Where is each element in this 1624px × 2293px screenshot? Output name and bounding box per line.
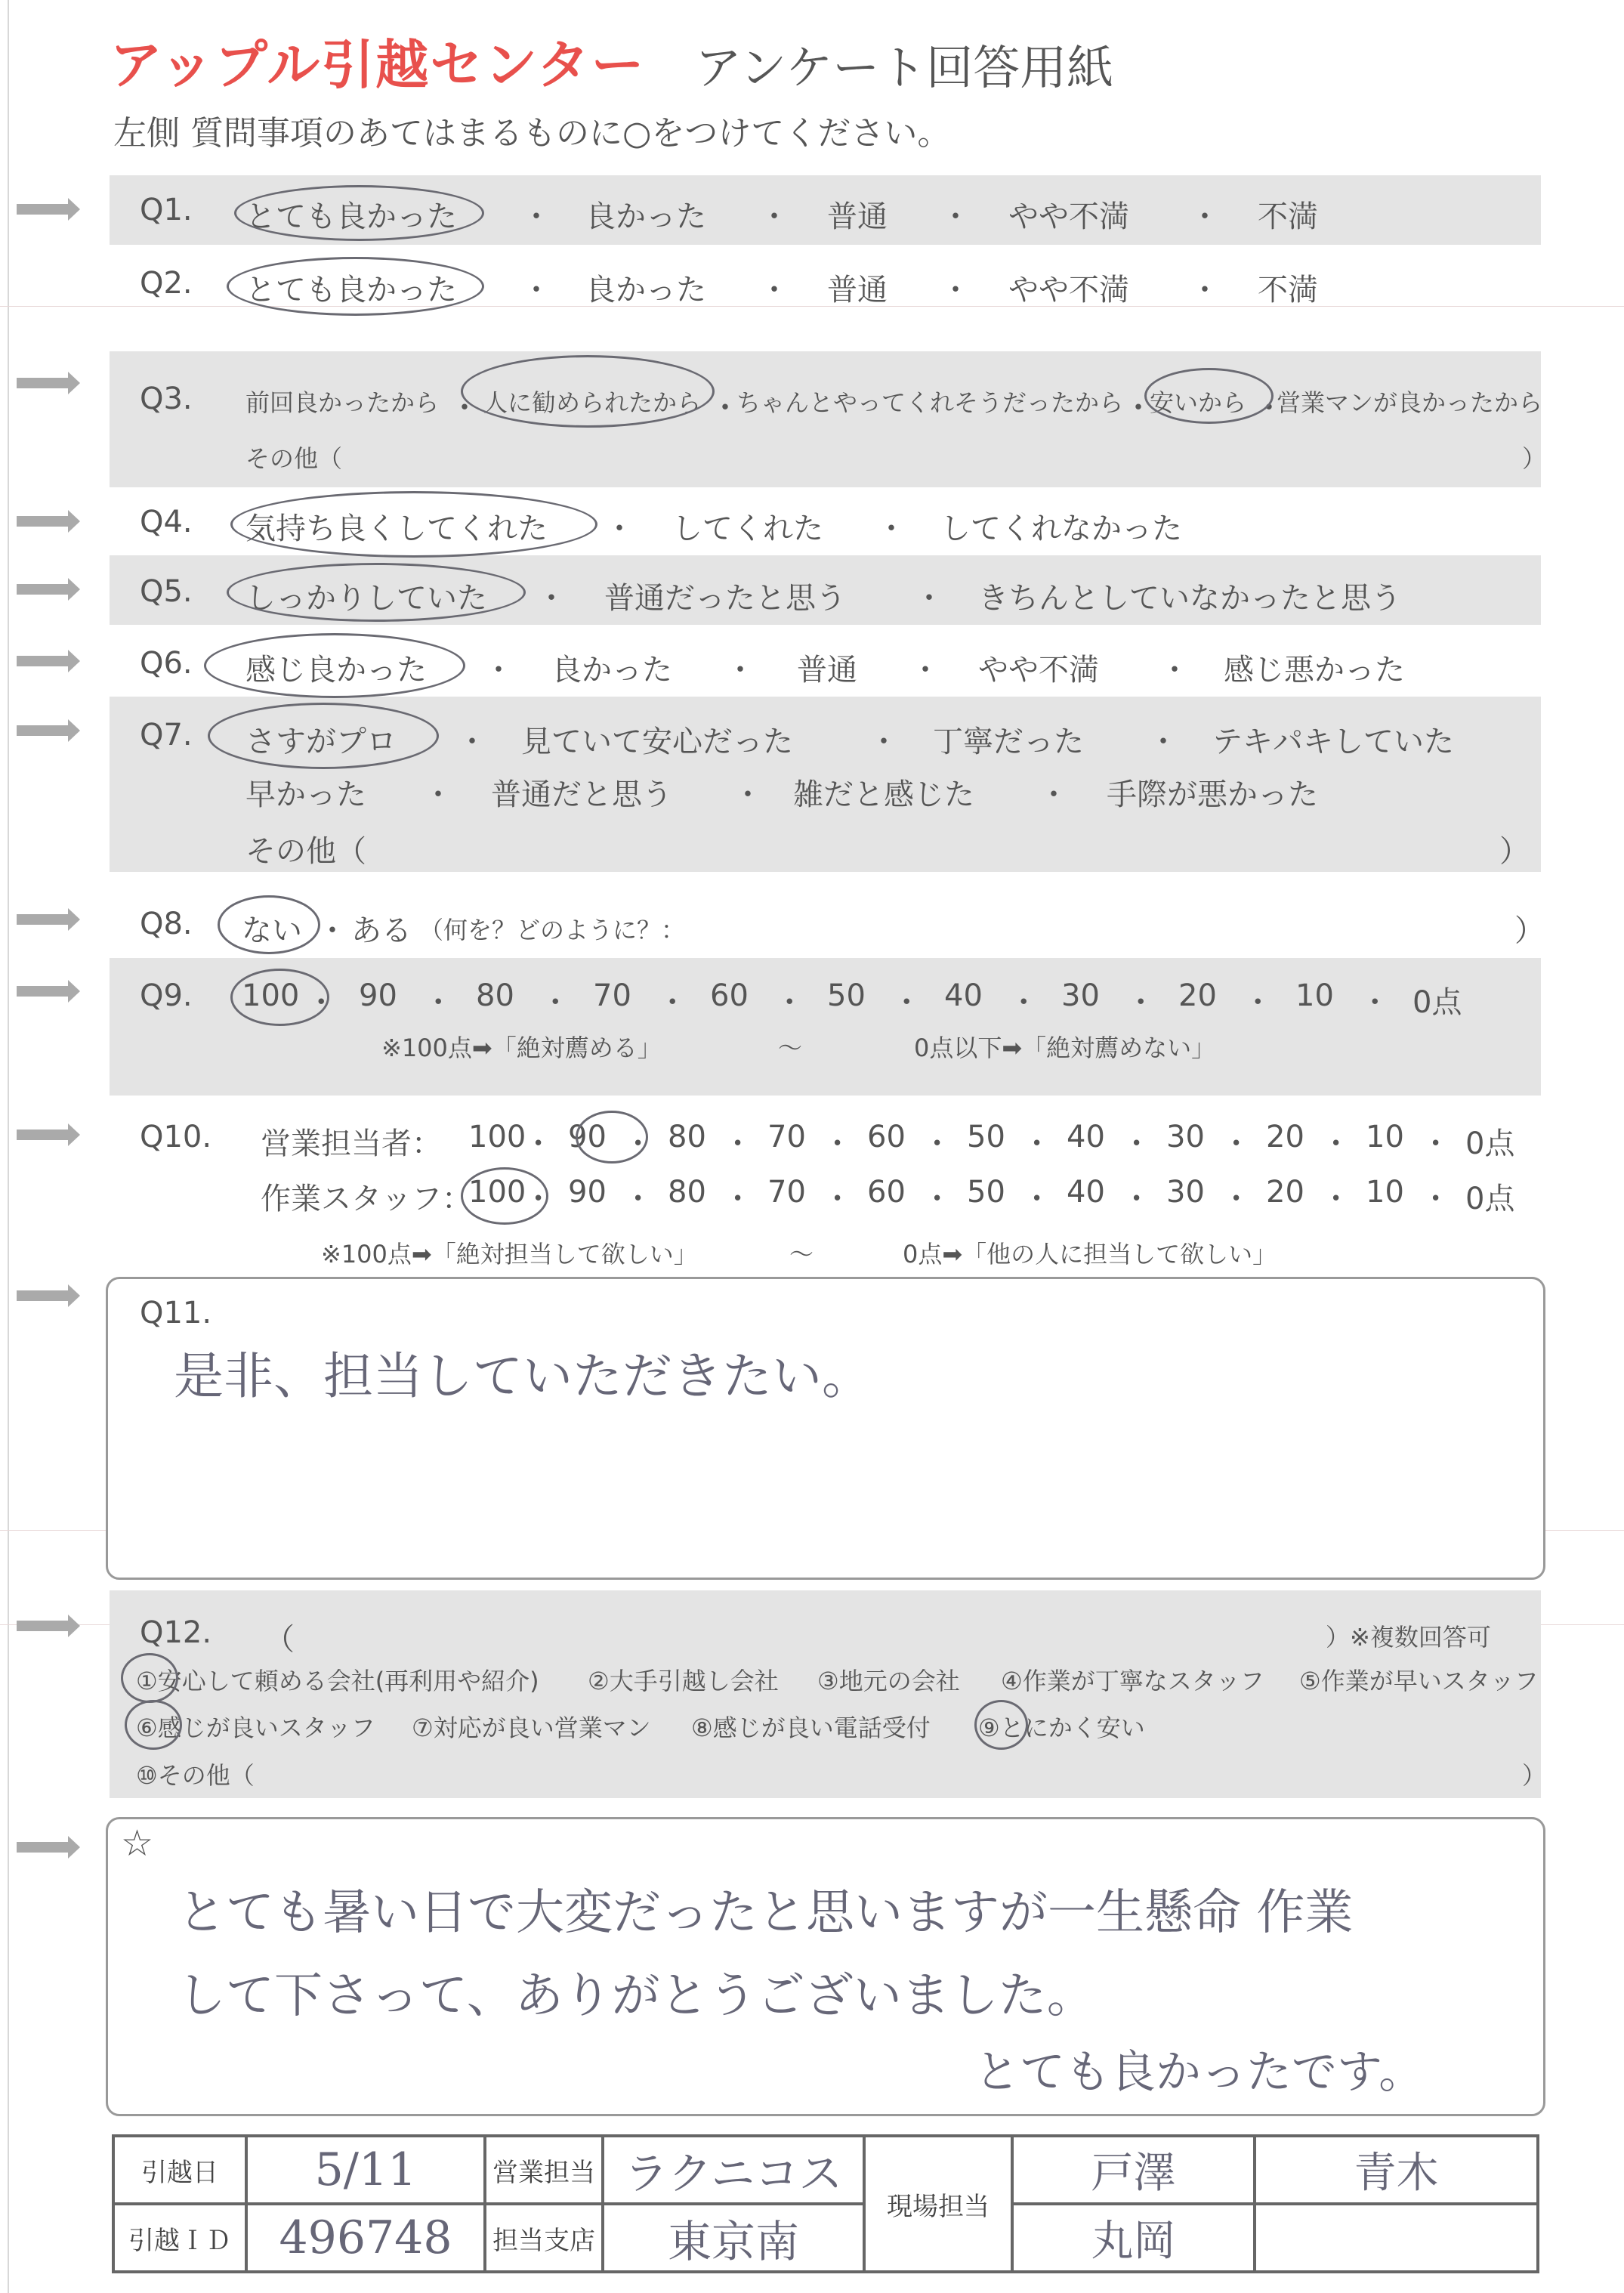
comment-line-3: とても良かったです。	[974, 2046, 1425, 2099]
q9-score-4[interactable]: 60	[710, 978, 749, 1013]
q7-option-1[interactable]: さすがプロ	[245, 725, 397, 759]
q3-option-2[interactable]: 人に勧められたから	[483, 388, 702, 417]
q9-score-7[interactable]: 30	[1061, 978, 1100, 1013]
q10-row2-score-2[interactable]: 80	[668, 1175, 706, 1210]
separator-dot: ・	[1121, 1126, 1152, 1161]
arrow-icon	[17, 378, 71, 388]
q12-note: ）※複数回答可	[1326, 1623, 1491, 1652]
branch-label: 担当支店	[485, 2204, 603, 2272]
q2-option-3[interactable]: 普通	[827, 273, 888, 307]
q10-row2-score-0[interactable]: 100	[468, 1175, 526, 1210]
q12-choice-3[interactable]: ③地元の会社	[817, 1667, 960, 1695]
answer-circle	[227, 563, 526, 622]
separator-dot: ・	[1420, 1126, 1451, 1161]
answer-circle	[461, 355, 715, 428]
answer-circle	[230, 969, 329, 1026]
q7-option-5[interactable]: 早かった	[245, 777, 366, 812]
arrow-icon	[17, 1290, 71, 1301]
q6-option-2[interactable]: 良かった	[551, 653, 672, 688]
q12-paren-open: （	[264, 1622, 295, 1657]
q4-option-1[interactable]: 気持ち良くしてくれた	[245, 511, 548, 546]
site-staff-1: 戸澤	[1012, 2136, 1255, 2204]
q7-option-2[interactable]: 見ていて安心だった	[521, 725, 793, 759]
q8-close: ）	[1514, 913, 1545, 948]
q10-row1-score-8[interactable]: 20	[1266, 1120, 1304, 1154]
separator-dot: ・	[922, 1182, 952, 1216]
q10-row2-label: 作業スタッフ：	[261, 1182, 472, 1216]
q10-row1-score-6[interactable]: 40	[1067, 1120, 1105, 1154]
q10-row1-score-0[interactable]: 100	[468, 1120, 526, 1154]
q9-score-5[interactable]: 50	[827, 978, 866, 1013]
q3-option-3[interactable]: ちゃんとやってくれそうだったから	[736, 388, 1124, 417]
q10-row2-score-8[interactable]: 20	[1266, 1175, 1304, 1210]
q12-choice-7[interactable]: ⑦対応が良い営業マン	[412, 1714, 651, 1742]
q10-row1-score-4[interactable]: 60	[867, 1120, 906, 1154]
arrow-icon	[17, 656, 71, 666]
q7-option-8[interactable]: 手際が悪かった	[1107, 777, 1318, 812]
separator-dot: ・	[1021, 1182, 1052, 1216]
q12-other-close: ）	[1522, 1761, 1547, 1790]
q12-other-label: ⑩その他（	[136, 1761, 255, 1790]
answer-circle	[121, 1653, 178, 1703]
q9-score-1[interactable]: 90	[359, 978, 397, 1013]
q12-choice-9[interactable]: ⑨とにかく安い	[978, 1714, 1145, 1742]
branch-value: 東京南	[603, 2204, 864, 2272]
q9-score-8[interactable]: 20	[1178, 978, 1217, 1013]
arrow-icon	[17, 725, 71, 736]
answer-circle	[125, 1700, 182, 1750]
answer-circle	[234, 185, 484, 241]
arrow-icon	[17, 1621, 71, 1631]
separator-dot: ・	[523, 1126, 554, 1161]
answer-circle	[227, 257, 484, 316]
q3-option-1[interactable]: 前回良かったから	[245, 388, 440, 417]
arrow-icon	[17, 204, 71, 215]
q6-label: Q6.	[140, 646, 193, 681]
arrow-icon	[17, 1130, 71, 1140]
move-id-label: 引越ＩＤ	[113, 2204, 246, 2272]
separator-dot: ・	[722, 1126, 753, 1161]
move-date-value: 5/11	[246, 2136, 485, 2204]
q2-label: Q2.	[140, 266, 193, 301]
separator-dot: ・	[1121, 1182, 1152, 1216]
q12-choice-6[interactable]: ⑥感じが良いスタッフ	[136, 1714, 375, 1742]
q2-option-4[interactable]: やや不満	[1008, 273, 1129, 307]
q1-option-1[interactable]: とても良かった	[245, 199, 457, 234]
q3-label: Q3.	[140, 382, 193, 416]
separator-dot: ・	[1008, 985, 1039, 1020]
q10-label: Q10.	[140, 1120, 212, 1154]
arrow-icon	[17, 986, 71, 997]
q10-row2-score-7[interactable]: 30	[1166, 1175, 1205, 1210]
q10-row2-score-5[interactable]: 50	[967, 1175, 1005, 1210]
binding-margin-line	[8, 0, 9, 2293]
separator-dot: ・	[1021, 1126, 1052, 1161]
move-date-label: 引越日	[113, 2136, 246, 2204]
separator-dot: ・	[822, 1126, 853, 1161]
q8-label: Q8.	[140, 907, 193, 941]
separator-dot: ・	[523, 1182, 554, 1216]
q9-score-3[interactable]: 70	[593, 978, 631, 1013]
q9-note-right: 0点以下➡「絶対薦めない」	[914, 1034, 1216, 1062]
answer-circle	[461, 1167, 548, 1225]
comment-line-1: とても暑い日で大変だったと思いますが一生懸命 作業	[178, 1885, 1354, 1941]
q5-option-2[interactable]: 普通だったと思う	[604, 581, 846, 616]
q8-option-1[interactable]: ない	[242, 913, 302, 948]
q1-option-4[interactable]: やや不満	[1008, 199, 1129, 234]
answer-circle	[974, 1700, 1028, 1750]
q11-label: Q11.	[140, 1296, 212, 1330]
q4-option-3[interactable]: してくれなかった	[940, 511, 1182, 546]
q10-row1-score-3[interactable]: 70	[767, 1120, 806, 1154]
q4-label: Q4.	[140, 505, 193, 539]
q6-option-5[interactable]: 感じ悪かった	[1224, 653, 1405, 688]
q10-row2-score-3[interactable]: 70	[767, 1175, 806, 1210]
q3-option-5[interactable]: 営業マンが良かったから	[1277, 388, 1543, 417]
separator-dot: ・	[657, 985, 688, 1020]
q9-score-9[interactable]: 10	[1295, 978, 1334, 1013]
q8-option-2[interactable]: ある	[351, 913, 412, 948]
q10-row2-score-1[interactable]: 90	[568, 1175, 607, 1210]
q1-option-3[interactable]: 普通	[827, 199, 888, 234]
q12-choice-1[interactable]: ①安心して頼める会社(再利用や紹介)	[136, 1667, 539, 1695]
answer-circle	[230, 491, 597, 558]
q9-label: Q9.	[140, 978, 193, 1013]
site-staff-2: 青木	[1255, 2136, 1538, 2204]
separator-dot: ・	[1221, 1126, 1252, 1161]
q10-row1-score-2[interactable]: 80	[668, 1120, 706, 1154]
q7-option-7[interactable]: 雑だと感じた	[793, 777, 974, 812]
q10-row2-score-9[interactable]: 10	[1366, 1175, 1404, 1210]
separator-dot: ・	[1320, 1182, 1351, 1216]
q10-note-left: ※100点➡「絶対担当して欲しい」	[321, 1240, 698, 1269]
answer-circle	[1144, 368, 1274, 424]
q3-other-label: その他（	[245, 444, 343, 473]
q12-choice-5[interactable]: ⑤作業が早いスタッフ	[1299, 1667, 1539, 1695]
q4-option-2[interactable]: してくれた	[672, 511, 823, 546]
q5-label: Q5.	[140, 574, 193, 609]
separator-dot: ・	[622, 1182, 653, 1216]
q10-row1-score-7[interactable]: 30	[1166, 1120, 1205, 1154]
q7-label: Q7.	[140, 718, 193, 752]
q9-tilde: 〜	[778, 1034, 803, 1062]
answer-circle	[208, 703, 439, 769]
q9-score-10[interactable]: 0点	[1413, 985, 1462, 1020]
q3-other-close: ）	[1522, 444, 1547, 473]
q5-option-1[interactable]: しっかりしていた	[245, 581, 487, 616]
q10-row1-score-1[interactable]: 90	[568, 1120, 607, 1154]
separator-dot: ・	[1125, 985, 1156, 1020]
sales-label: 営業担当	[485, 2136, 603, 2204]
q10-row1-score-9[interactable]: 10	[1366, 1120, 1404, 1154]
q10-row2-score-10[interactable]: 0点	[1465, 1182, 1515, 1216]
q12-choice-8[interactable]: ⑧感じが良い電話受付	[691, 1714, 931, 1742]
q10-row1-score-10[interactable]: 0点	[1465, 1126, 1515, 1161]
ruled-line	[0, 306, 1624, 307]
q7-other-close: ）	[1499, 834, 1530, 869]
q6-option-1[interactable]: 感じ良かった	[245, 653, 427, 688]
q2-option-2[interactable]: 良かった	[585, 273, 706, 307]
site-staff-empty	[1255, 2204, 1538, 2272]
separator-dot: ・	[1420, 1182, 1451, 1216]
q1-option-5[interactable]: 不満	[1258, 199, 1318, 234]
q10-row1-score-5[interactable]: 50	[967, 1120, 1005, 1154]
q7-other-label: その他（	[245, 834, 366, 869]
q9-score-6[interactable]: 40	[944, 978, 983, 1013]
q10-tilde: 〜	[789, 1240, 814, 1269]
q6-option-4[interactable]: やや不満	[978, 653, 1099, 688]
separator-dot: ・	[423, 985, 454, 1020]
q12-choice-4[interactable]: ④作業が丁寧なスタッフ	[1001, 1667, 1264, 1695]
answer-circle	[576, 1111, 648, 1163]
q10-row1-label: 営業担当者：	[261, 1126, 442, 1161]
separator-dot: ・	[1243, 985, 1274, 1020]
instruction-text: 左側 質問事項のあてはまるものに○をつけてください。	[113, 114, 951, 153]
separator-dot: ・	[622, 1126, 653, 1161]
q9-score-0[interactable]: 100	[242, 978, 300, 1013]
q11-answer-box[interactable]	[106, 1277, 1545, 1580]
arrow-icon	[17, 584, 71, 595]
q5-option-3[interactable]: きちんとしていなかったと思う	[978, 581, 1401, 616]
q9-score-2[interactable]: 80	[476, 978, 514, 1013]
separator-dot: ・	[922, 1126, 952, 1161]
q7-option-4[interactable]: テキパキしていた	[1212, 725, 1454, 759]
q1-option-2[interactable]: 良かった	[585, 199, 706, 234]
q10-row2-score-4[interactable]: 60	[867, 1175, 906, 1210]
q12-label: Q12.	[140, 1615, 212, 1650]
q1-label: Q1.	[140, 193, 193, 227]
arrow-icon	[17, 914, 71, 925]
q2-option-1[interactable]: とても良かった	[245, 273, 457, 307]
star-icon: ☆	[121, 1822, 154, 1865]
q7-option-6[interactable]: 普通だと思う	[491, 777, 672, 812]
answer-circle	[218, 895, 320, 954]
comment-line-2: して下さって、ありがとうございました。	[178, 1968, 1095, 2024]
company-name: アップル引越センター	[110, 34, 646, 96]
q12-choice-2[interactable]: ②大手引越し会社	[588, 1667, 779, 1695]
separator-dot: ・	[822, 1182, 853, 1216]
arrow-icon	[17, 1842, 71, 1853]
q3-option-4[interactable]: 安いから	[1150, 388, 1247, 417]
site-staff-3: 丸岡	[1012, 2204, 1255, 2272]
q9-note-left: ※100点➡「絶対薦める」	[381, 1034, 662, 1062]
q2-option-5[interactable]: 不満	[1258, 273, 1318, 307]
q6-option-3[interactable]: 普通	[797, 653, 857, 688]
arrow-icon	[17, 516, 71, 527]
separator-dot: ・	[1320, 1126, 1351, 1161]
form-title: アンケート回答用紙	[695, 40, 1114, 95]
sales-value: ラクニコス	[603, 2136, 864, 2204]
answer-circle	[204, 633, 465, 698]
separator-dot: ・	[891, 985, 922, 1020]
q7-option-3[interactable]: 丁寧だった	[933, 725, 1084, 759]
separator-dot: ・	[306, 985, 337, 1020]
q10-row2-score-6[interactable]: 40	[1067, 1175, 1105, 1210]
separator-dot: ・	[722, 1182, 753, 1216]
separator-dot: ・	[540, 985, 571, 1020]
site-staff-label: 現場担当	[864, 2136, 1012, 2272]
q8-note: （何を？どのように？：	[419, 916, 686, 944]
separator-dot: ・	[1221, 1182, 1252, 1216]
separator-dot: ・	[1360, 985, 1391, 1020]
move-id-value: 496748	[246, 2204, 485, 2272]
move-info-table	[112, 2134, 1539, 2273]
separator-dot: ・	[774, 985, 805, 1020]
q10-note-right: 0点➡「他の人に担当して欲しい」	[903, 1240, 1277, 1269]
q11-handwritten-answer: 是非、担当していただきたい。	[174, 1347, 872, 1405]
